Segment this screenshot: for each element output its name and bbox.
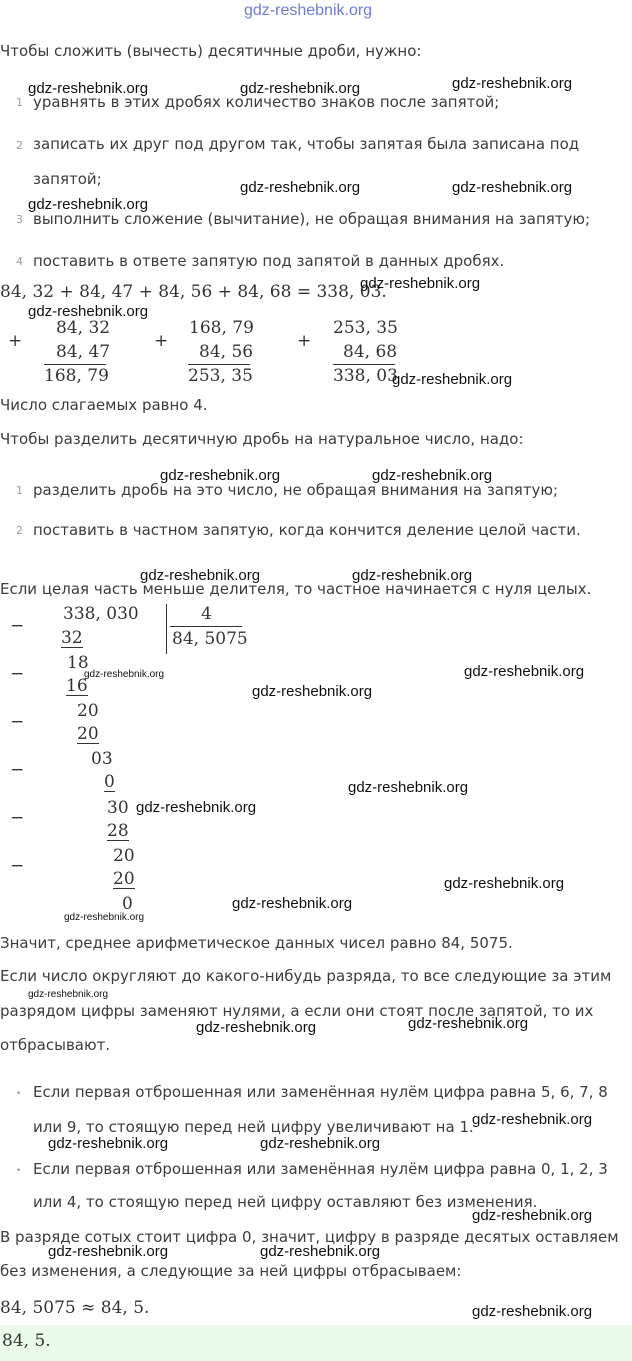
bullet-icon: • — [16, 1166, 22, 1176]
minus-sign: − — [10, 616, 25, 636]
watermark[interactable]: gdz-reshebnik.org — [28, 80, 149, 97]
watermark[interactable]: gdz-reshebnik.org — [472, 1111, 593, 1128]
step-text: разделить дробь на это число, не обращая внимания на запятую; — [33, 481, 559, 499]
watermark[interactable]: gdz-reshebnik.org — [260, 1243, 381, 1260]
plus-sign: + — [297, 331, 312, 351]
division-step: 18 — [67, 653, 89, 673]
watermark[interactable]: gdz-reshebnik.org — [240, 80, 361, 97]
watermark[interactable]: gdz-reshebnik.org — [452, 75, 573, 92]
minus-sign: − — [10, 808, 25, 828]
division-step: 0 — [122, 894, 133, 914]
round-rule-line: отбрасывают. — [0, 1036, 111, 1054]
watermark[interactable]: gdz-reshebnik.org — [472, 1303, 593, 1320]
minus-sign: − — [10, 760, 25, 780]
watermark[interactable]: gdz-reshebnik.org — [408, 1015, 529, 1032]
watermark[interactable]: gdz-reshebnik.org — [464, 663, 585, 680]
plus-sign: + — [154, 331, 169, 351]
step-number: 2 — [16, 524, 23, 537]
watermark[interactable]: gdz-reshebnik.org — [452, 179, 573, 196]
step-number: 1 — [16, 484, 23, 497]
division-step: 20 — [77, 701, 99, 721]
watermark[interactable]: gdz-reshebnik.org — [260, 1135, 381, 1152]
watermark[interactable]: gdz-reshebnik.org — [352, 567, 473, 584]
watermark[interactable]: gdz-reshebnik.org — [348, 779, 469, 796]
watermark[interactable]: gdz-reshebnik.org — [252, 683, 373, 700]
step-text: поставить в частном запятую, когда кончится деление целой части. — [33, 521, 581, 539]
division-step: 28 — [107, 821, 129, 841]
step-number: 3 — [16, 213, 23, 226]
watermark-top[interactable]: gdz-reshebnik.org — [244, 2, 373, 19]
division-step: 0 — [104, 772, 115, 792]
answer-value: 84, 5. — [2, 1331, 51, 1351]
division-step: 03 — [91, 749, 113, 769]
addend: 253, 35 — [333, 318, 398, 338]
bullet-icon: • — [16, 1089, 22, 1099]
addend: 84, 68 — [343, 342, 398, 362]
division-step: 32 — [61, 628, 83, 648]
divisor: 4 — [201, 604, 212, 624]
round-bullet-line: Если первая отброшенная или заменённая нулём цифра равна 0, 1, 2, 3 — [33, 1160, 608, 1178]
conclusion-line: без изменения, а следующие за ней цифры отбрасываем: — [0, 1262, 462, 1280]
step-text: выполнить сложение (вычитание), не обращая внимания на запятую; — [33, 210, 591, 228]
step-text: запятой; — [33, 170, 102, 188]
round-rule-line: разрядом цифры заменяют нулями, а если они стоят после запятой, то их — [0, 1002, 594, 1020]
round-bullet-line: Если первая отброшенная или заменённая нулём цифра равна 5, 6, 7, 8 — [33, 1083, 608, 1101]
sum-result: 168, 79 — [44, 366, 109, 386]
step-text: уравнять в этих дробях количество знаков после запятой; — [33, 93, 500, 111]
rule-add-intro: Чтобы сложить (вычесть) десятичные дроби, нужно: — [0, 42, 422, 60]
step-number: 1 — [16, 96, 23, 109]
conclusion-line: В разряде сотых стоит цифра 0, значит, цифру в разряде десятых оставляем — [0, 1228, 619, 1246]
division-step: 20 — [113, 846, 135, 866]
watermark[interactable]: gdz-reshebnik.org — [136, 799, 257, 816]
round-bullet-line: или 4, то стоящую перед ней цифру оставляют без изменения. — [33, 1193, 538, 1211]
addend: 84, 56 — [199, 342, 254, 362]
answer-box — [0, 1325, 632, 1361]
watermark[interactable]: gdz-reshebnik.org — [28, 196, 149, 213]
watermark[interactable]: gdz-reshebnik.org — [444, 875, 565, 892]
mean-text: Значит, среднее арифметическое данных чисел равно 84, 5075. — [0, 934, 513, 952]
watermark[interactable]: gdz-reshebnik.org — [232, 895, 353, 912]
watermark[interactable]: gdz-reshebnik.org — [48, 1135, 169, 1152]
watermark[interactable]: gdz-reshebnik.org — [392, 371, 513, 388]
plus-sign: + — [8, 331, 23, 351]
watermark[interactable]: gdz-reshebnik.org — [196, 1019, 317, 1036]
minus-sign: − — [10, 856, 25, 876]
watermark[interactable]: gdz-reshebnik.org — [140, 567, 261, 584]
addend: 84, 32 — [56, 318, 111, 338]
addend: 168, 79 — [189, 318, 254, 338]
division-step: 20 — [113, 869, 135, 889]
minus-sign: − — [10, 712, 25, 732]
minus-sign: − — [10, 664, 25, 684]
dividend: 338, 030 — [63, 604, 139, 624]
round-rule-line: Если число округляют до какого-нибудь разряда, то все следующие за этим — [0, 967, 612, 985]
rule-div-note: Если целая часть меньше делителя, то частное начинается с нуля целых. — [0, 580, 592, 598]
watermark[interactable]: gdz-reshebnik.org — [28, 303, 149, 320]
watermark[interactable]: gdz-reshebnik.org — [372, 467, 493, 484]
division-step: 30 — [107, 798, 129, 818]
round-bullet-line: или 9, то стоящую перед ней цифру увеличивают на 1. — [33, 1118, 474, 1136]
approximation: 84, 5075 ≈ 84, 5. — [0, 1298, 150, 1318]
watermark[interactable]: gdz-reshebnik.org — [160, 467, 281, 484]
addend: 84, 47 — [56, 342, 111, 362]
sum-result: 338, 03 — [333, 366, 398, 386]
sum-result: 253, 35 — [188, 366, 253, 386]
count-text: Число слагаемых равно 4. — [0, 396, 208, 414]
watermark[interactable]: gdz-reshebnik.org — [48, 1243, 169, 1260]
division-step: 16 — [66, 676, 88, 696]
rule-div-intro: Чтобы разделить десятичную дробь на натуральное число, надо: — [0, 430, 524, 448]
step-number: 2 — [16, 139, 23, 152]
watermark[interactable]: gdz-reshebnik.org — [240, 179, 361, 196]
sum-equation: 84, 32 + 84, 47 + 84, 56 + 84, 68 = 338, 03. — [0, 282, 387, 302]
watermark[interactable]: gdz-reshebnik.org — [360, 275, 481, 292]
watermark[interactable]: gdz-reshebnik.org — [28, 989, 109, 1000]
division-step: 20 — [77, 724, 99, 744]
watermark[interactable]: gdz-reshebnik.org — [84, 669, 165, 680]
quotient: 84, 5075 — [172, 629, 248, 649]
watermark[interactable]: gdz-reshebnik.org — [64, 912, 145, 923]
step-number: 4 — [16, 255, 23, 268]
step-text: поставить в ответе запятую под запятой в данных дробях. — [33, 252, 505, 270]
watermark[interactable]: gdz-reshebnik.org — [472, 1207, 593, 1224]
step-text: записать их друг под другом так, чтобы запятая была записана под — [33, 135, 580, 153]
